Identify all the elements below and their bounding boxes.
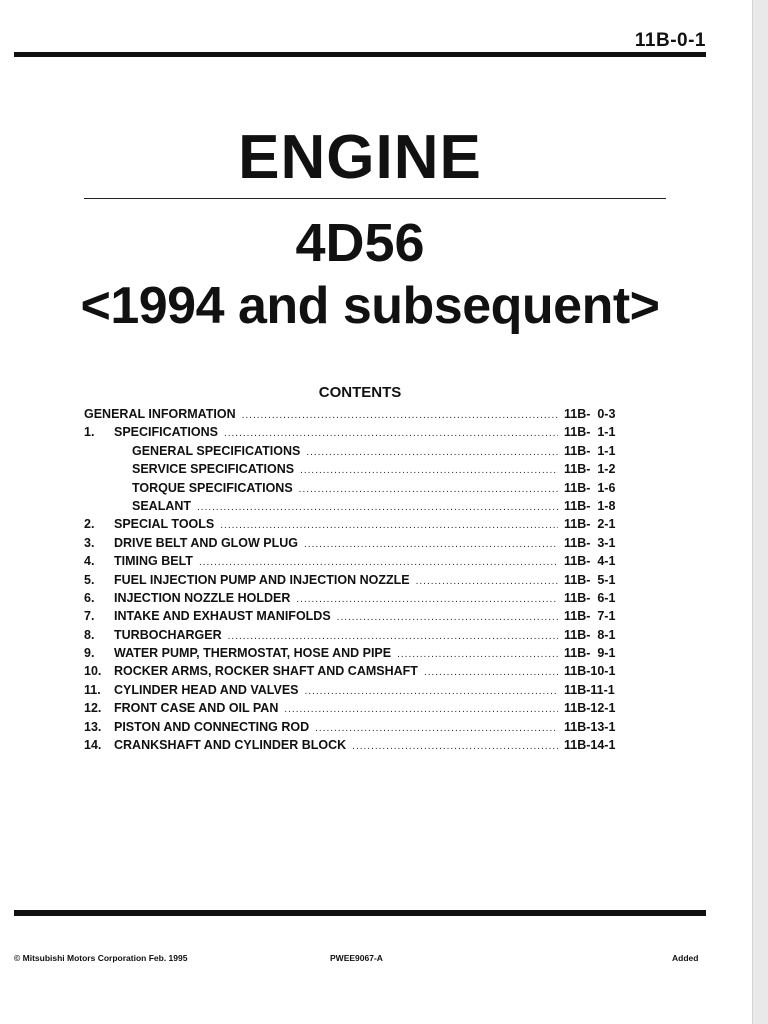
toc-entry-title: SPECIAL TOOLS (114, 517, 215, 532)
toc-entry-page: 11B- 1-1 (564, 443, 616, 458)
page-number: 11B-0-1 (634, 30, 706, 51)
toc-entry-number: 3. (84, 535, 95, 550)
toc-entry (84, 423, 636, 441)
toc-entry-title: SEALANT (132, 498, 192, 513)
toc-entry-title: GENERAL SPECIFICATIONS (132, 443, 301, 458)
toc-entry-number: 5. (84, 572, 95, 587)
toc-entry-page: 11B-13-1 (564, 719, 616, 734)
toc-entry-title: INTAKE AND EXHAUST MANIFOLDS (114, 609, 331, 624)
toc-entry-number: 4. (84, 554, 95, 569)
toc-entry-title: TORQUE SPECIFICATIONS (132, 480, 293, 495)
toc-entry-page: 11B- 1-8 (564, 498, 616, 513)
bottom-rule (14, 910, 706, 916)
toc-entry-page: 11B- 0-3 (564, 407, 616, 421)
page-edge (752, 0, 768, 1024)
toc-entry (84, 736, 636, 754)
toc-entry (84, 534, 636, 552)
toc-entry-number: 11. (84, 682, 101, 697)
toc-entry-title: INJECTION NOZZLE HOLDER (114, 590, 291, 605)
toc-entry (84, 460, 636, 478)
footer-copyright: © Mitsubishi Motors Corporation Feb. 1995 (14, 953, 188, 963)
toc-entry-title: GENERAL INFORMATION (84, 407, 236, 421)
footer-code: PWEE9067-A (330, 953, 383, 963)
toc-entry-title: SPECIFICATIONS (114, 425, 218, 440)
contents-heading: CONTENTS (318, 384, 402, 401)
toc-entry-number: 9. (84, 646, 95, 661)
toc-entry-title: TIMING BELT (114, 554, 193, 569)
table-of-contents (84, 405, 636, 754)
toc-entry-number: 7. (84, 609, 95, 624)
toc-entry-page: 11B- 7-1 (564, 609, 616, 624)
toc-entry-page: 11B- 3-1 (564, 535, 616, 550)
title-divider (84, 198, 666, 199)
toc-entry-page: 11B- 1-2 (564, 462, 616, 477)
toc-entry-page: 11B- 1-1 (564, 425, 616, 440)
toc-entry-page: 11B-10-1 (564, 664, 616, 679)
toc-entry (84, 589, 636, 607)
toc-entry (84, 442, 636, 460)
toc-entry-title: DRIVE BELT AND GLOW PLUG (114, 535, 299, 550)
toc-entry (84, 479, 636, 497)
toc-entry (84, 497, 636, 515)
toc-entry (84, 515, 636, 533)
toc-entry-page: 11B- 4-1 (564, 554, 616, 569)
toc-entry-number: 6. (84, 590, 95, 605)
toc-entry (84, 552, 636, 570)
toc-entry-page: 11B-14-1 (564, 738, 616, 753)
toc-entry-page: 11B- 2-1 (564, 517, 616, 532)
toc-entry-title: ROCKER ARMS, ROCKER SHAFT AND CAMSHAFT (114, 664, 418, 679)
title-model: 4D56 (295, 213, 425, 273)
toc-entry-number: 13. (84, 719, 102, 734)
title-engine: ENGINE (238, 123, 482, 192)
toc-entry (84, 681, 636, 699)
toc-entry-title: TURBOCHARGER (114, 627, 222, 642)
toc-entry-title: CRANKSHAFT AND CYLINDER BLOCK (114, 738, 347, 753)
toc-entry-number: 8. (84, 627, 95, 642)
footer-status: Added (672, 953, 699, 963)
toc-entry-number: 2. (84, 517, 95, 532)
toc-entry-title: WATER PUMP, THERMOSTAT, HOSE AND PIPE (114, 646, 392, 661)
toc-entry-page: 11B- 5-1 (564, 572, 616, 587)
toc-entry-title: SERVICE SPECIFICATIONS (132, 462, 295, 477)
toc-entry (84, 644, 636, 662)
toc-entry (84, 405, 636, 423)
toc-entry-number: 14. (84, 738, 102, 753)
toc-entry (84, 699, 636, 717)
toc-entry-page: 11B-11-1 (564, 682, 615, 697)
top-rule (14, 52, 706, 57)
toc-entry (84, 607, 636, 625)
toc-entry-page: 11B-12-1 (564, 701, 616, 716)
toc-entry (84, 662, 636, 680)
toc-entry-number: 1. (84, 425, 95, 440)
toc-entry-title: CYLINDER HEAD AND VALVES (114, 682, 299, 697)
toc-entry-page: 11B- 8-1 (564, 627, 616, 642)
toc-entry (84, 571, 636, 589)
toc-entry-title: PISTON AND CONNECTING ROD (114, 719, 310, 734)
toc-entry-page: 11B- 9-1 (564, 646, 616, 661)
toc-entry-title: FRONT CASE AND OIL PAN (114, 701, 279, 716)
toc-entry-title: FUEL INJECTION PUMP AND INJECTION NOZZLE (114, 572, 410, 587)
toc-entry-page: 11B- 1-6 (564, 480, 616, 495)
title-years: <1994 and subsequent> (80, 277, 660, 335)
toc-entry-page: 11B- 6-1 (564, 590, 616, 605)
toc-leader-dots (352, 738, 558, 756)
toc-entry (84, 626, 636, 644)
toc-entry-number: 10. (84, 664, 102, 679)
toc-entry (84, 718, 636, 736)
toc-entry-number: 12. (84, 701, 102, 716)
